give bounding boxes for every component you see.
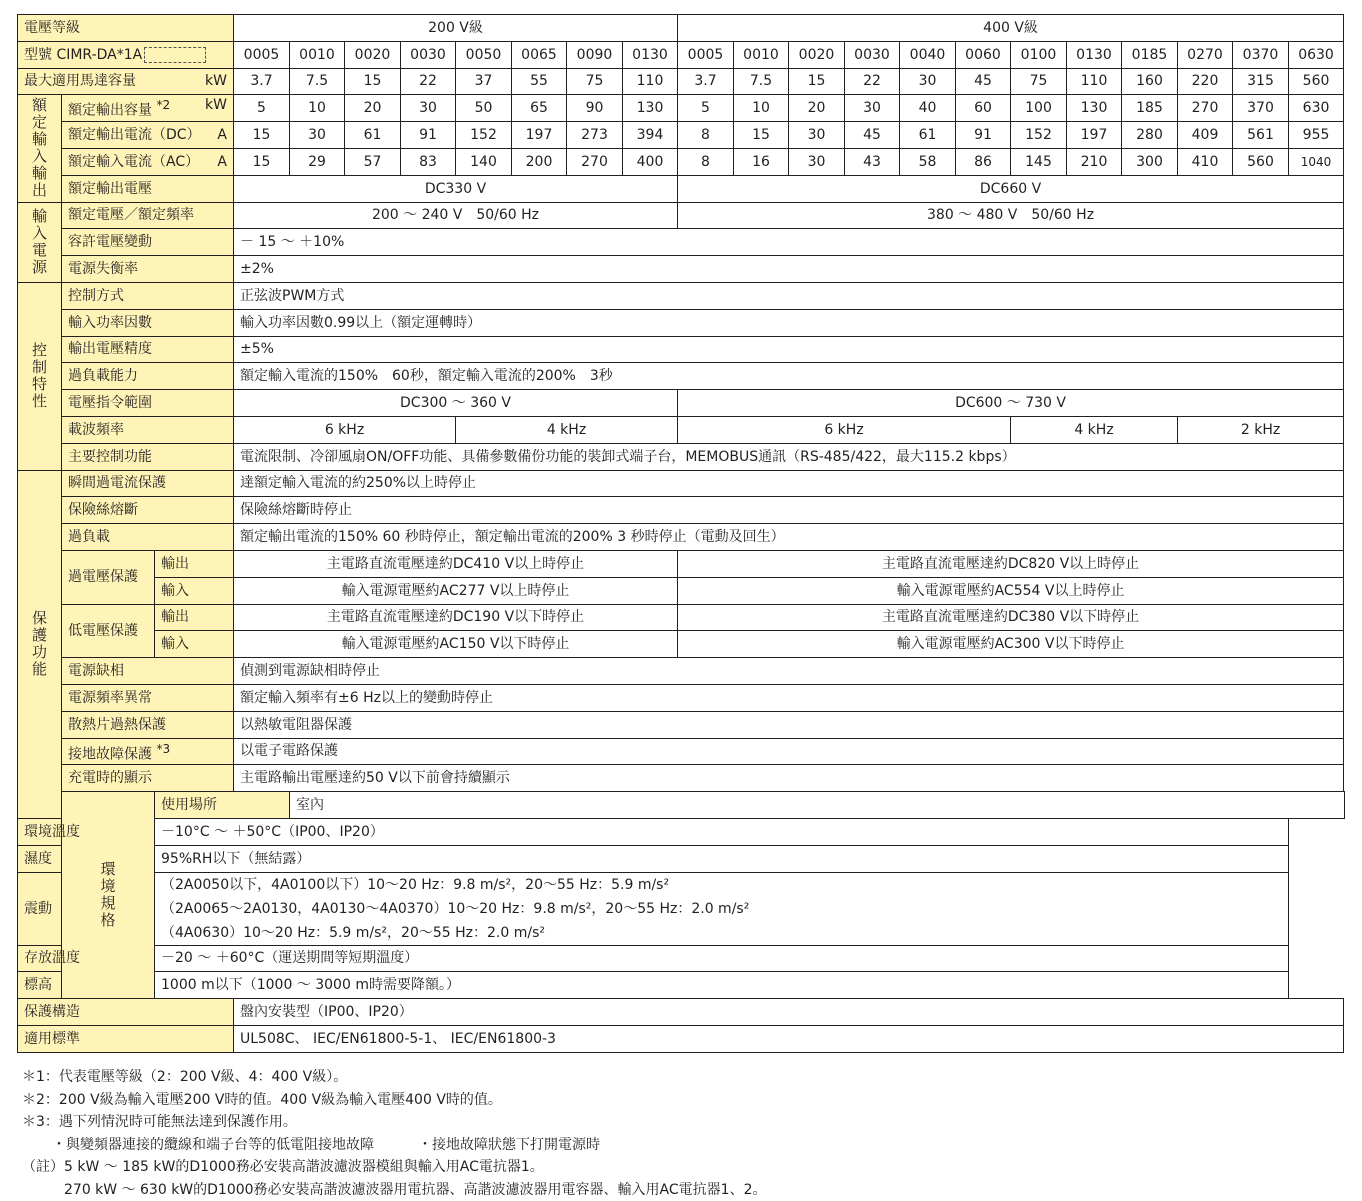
value-cell: 5 <box>234 95 290 122</box>
value-cell: 45 <box>956 68 1011 95</box>
temperature-row <box>18 818 1345 845</box>
model-400: 0040 <box>900 41 956 68</box>
overvoltage-input-row <box>18 577 1345 604</box>
allowable-voltage-row <box>18 229 1345 256</box>
temperature-value: －10°C ～ ＋50°C（IP00、IP20） <box>155 818 1289 845</box>
model-400: 0370 <box>1233 41 1289 68</box>
location-row <box>18 792 1345 819</box>
output-voltage-400: DC660 V <box>678 175 1344 202</box>
location-value: 室內 <box>290 792 1345 819</box>
model-suffix: *1A <box>117 47 142 63</box>
altitude-label: 標高 <box>18 972 155 999</box>
model-200: 0130 <box>623 41 678 68</box>
overvoltage-output-row <box>18 550 1345 577</box>
value-cell: 83 <box>401 148 456 175</box>
undervoltage-input-row <box>18 631 1345 658</box>
model-400: 0020 <box>789 41 845 68</box>
value-cell: 197 <box>512 122 567 149</box>
motor-capacity-unit: kW <box>205 73 227 89</box>
ground-fault-row <box>18 738 1345 765</box>
input-current-label: 額定輸入電流（AC） <box>68 154 199 170</box>
allowable-voltage-label: 容許電壓變動 <box>62 229 234 256</box>
value-cell: 15 <box>234 148 290 175</box>
unit-label: A <box>217 127 227 143</box>
overload-capability-label: 過負載能力 <box>62 363 234 390</box>
storage-temp-row <box>18 945 1345 972</box>
fuse-value: 保險絲熔斷時停止 <box>234 497 1344 524</box>
value-cell: 15 <box>234 122 290 149</box>
value-cell: 57 <box>345 148 401 175</box>
value-cell: 75 <box>567 68 623 95</box>
value-cell: 315 <box>1233 68 1289 95</box>
model-400: 0060 <box>956 41 1011 68</box>
vibration-line: （2A0065～2A0130，4A0130～4A0370）10～20 Hz：9.8 m/s²，20～55 Hz：2.0 m/s² <box>161 897 1288 921</box>
value-cell: 152 <box>456 122 512 149</box>
undervoltage-input-400: 輸入電源電壓約AC300 V以下時停止 <box>678 631 1344 658</box>
value-cell: 20 <box>789 95 845 122</box>
footnote-3-b: ・接地故障狀態下打開電源時 <box>418 1137 600 1153</box>
class-400-header: 400 V級 <box>678 15 1344 42</box>
value-cell: 30 <box>789 148 845 175</box>
control-functions-row <box>18 443 1345 470</box>
value-cell: 394 <box>623 122 678 149</box>
location-label: 使用場所 <box>155 792 290 819</box>
voltage-accuracy-label: 輸出電壓精度 <box>62 336 234 363</box>
value-cell: 91 <box>401 122 456 149</box>
value-cell: 43 <box>845 148 900 175</box>
undervoltage-label: 低電壓保護 <box>62 604 155 658</box>
value-cell: 40 <box>900 95 956 122</box>
undervoltage-output-400: 主電路直流電壓達約DC380 V以下時停止 <box>678 604 1344 631</box>
overvoltage-input-200: 輸入電源電壓約AC277 V以上時停止 <box>234 577 678 604</box>
unit-label: kW <box>205 97 227 119</box>
overload-value: 額定輸出電流的150% 60 秒時停止，額定輸出電流的200% 3 秒時停止（電動及回生） <box>234 524 1344 551</box>
charge-indicator-label: 充電時的顯示 <box>62 765 234 792</box>
model-label-cell <box>18 41 234 68</box>
storage-temp-label: 存放溫度 <box>18 945 155 972</box>
voltage-range-row <box>18 390 1345 417</box>
vibration-value <box>155 872 1289 945</box>
imbalance-row <box>18 256 1345 283</box>
imbalance-label: 電源失衡率 <box>62 256 234 283</box>
input-power-category: 輸入電源 <box>18 202 62 282</box>
undervoltage-input-200: 輸入電源電壓約AC150 V以下時停止 <box>234 631 678 658</box>
value-cell: 61 <box>345 122 401 149</box>
output-current-row <box>18 122 1345 149</box>
value-cell: 400 <box>623 148 678 175</box>
fuse-label: 保險絲熔斷 <box>62 497 234 524</box>
freq-abnormal-row <box>18 684 1345 711</box>
motor-capacity-row <box>18 68 1345 95</box>
value-cell: 7.5 <box>290 68 345 95</box>
instant-oc-value: 達額定輸入電流的約250%以上時停止 <box>234 470 1344 497</box>
model-label: 型號 CIMR-DA <box>24 47 117 63</box>
model-200: 0090 <box>567 41 623 68</box>
humidity-value: 95%RH以下（無結露） <box>155 845 1289 872</box>
value-cell: 100 <box>1011 95 1067 122</box>
motor-capacity-label: 最大適用馬達容量 <box>24 73 136 89</box>
value-cell: 955 <box>1289 122 1344 149</box>
heatsink-row <box>18 711 1345 738</box>
value-cell: 29 <box>290 148 345 175</box>
value-cell: 630 <box>1289 95 1344 122</box>
instant-oc-label: 瞬間過電流保護 <box>62 470 234 497</box>
value-cell: 5 <box>678 95 734 122</box>
value-cell: 197 <box>1067 122 1122 149</box>
value-cell: 7.5 <box>734 68 789 95</box>
structure-row <box>18 999 1345 1026</box>
power-factor-row <box>18 309 1345 336</box>
value-cell: 3.7 <box>678 68 734 95</box>
spec-table <box>17 14 1345 1053</box>
value-cell: 91 <box>956 122 1011 149</box>
value-cell: 220 <box>1178 68 1233 95</box>
carrier-value: 6 kHz <box>234 416 456 443</box>
input-current-row <box>18 148 1345 175</box>
value-cell: 300 <box>1122 148 1178 175</box>
overvoltage-output-200: 主電路直流電壓達約DC410 V以上時停止 <box>234 550 678 577</box>
ground-fault-label: 接地故障保護 <box>68 746 152 762</box>
phase-loss-value: 偵測到電源缺相時停止 <box>234 658 1344 685</box>
voltage-accuracy-value: ±5% <box>234 336 1344 363</box>
value-cell: 15 <box>789 68 845 95</box>
remark-2: 270 kW ～ 630 kW的D1000務必安裝高諧波濾波器用電抗器、高諧波濾波器用電容器、輸入用AC電抗器1、2。 <box>22 1179 766 1201</box>
model-400: 0270 <box>1178 41 1233 68</box>
value-cell: 45 <box>845 122 900 149</box>
value-cell: 1040 <box>1289 148 1344 175</box>
footnote-3-a: ・與變頻器連接的纜線和端子台等的低電阻接地故障 <box>52 1137 374 1153</box>
value-cell: 560 <box>1233 148 1289 175</box>
carrier-value: 2 kHz <box>1178 416 1344 443</box>
remark-1: （註）5 kW ～ 185 kW的D1000務必安裝高諧波濾波器模組與輸入用AC電抗器1。 <box>22 1156 766 1179</box>
standards-value: UL508C、 IEC/EN61800-5-1、 IEC/EN61800-3 <box>234 1025 1344 1052</box>
value-cell: 30 <box>900 68 956 95</box>
model-400: 0010 <box>734 41 789 68</box>
imbalance-value: ±2% <box>234 256 1344 283</box>
rated-voltage-row <box>18 202 1345 229</box>
model-400: 0130 <box>1067 41 1122 68</box>
environment-category: 環境規格 <box>62 792 155 999</box>
value-cell: 270 <box>567 148 623 175</box>
freq-abnormal-label: 電源頻率異常 <box>62 684 234 711</box>
control-category: 控制特性 <box>18 282 62 470</box>
structure-value: 盤內安裝型（IP00、IP20） <box>234 999 1344 1026</box>
motor-capacity-label-cell <box>18 68 234 95</box>
footnote-3: ＊3：遇下列情況時可能無法達到保護作用。 <box>22 1111 766 1134</box>
model-200: 0065 <box>512 41 567 68</box>
model-200: 0010 <box>290 41 345 68</box>
carrier-value: 4 kHz <box>456 416 678 443</box>
value-cell: 30 <box>845 95 900 122</box>
output-capacity-label: 額定輸出容量 <box>68 103 152 119</box>
value-cell: 50 <box>456 95 512 122</box>
control-method-label: 控制方式 <box>62 282 234 309</box>
model-placeholder-box <box>144 47 206 63</box>
value-cell: 30 <box>401 95 456 122</box>
humidity-label: 濕度 <box>18 845 155 872</box>
model-400: 0005 <box>678 41 734 68</box>
value-cell: 560 <box>1289 68 1344 95</box>
value-cell: 8 <box>678 122 734 149</box>
value-cell: 8 <box>678 148 734 175</box>
model-400: 0030 <box>845 41 900 68</box>
rated-voltage-label: 額定電壓／額定頻率 <box>62 202 234 229</box>
value-cell: 160 <box>1122 68 1178 95</box>
undervoltage-output-200: 主電路直流電壓達約DC190 V以下時停止 <box>234 604 678 631</box>
control-method-value: 正弦波PWM方式 <box>234 282 1344 309</box>
control-functions-label: 主要控制功能 <box>62 443 234 470</box>
control-method-row <box>18 282 1345 309</box>
heatsink-label: 散熱片過熱保護 <box>62 711 234 738</box>
model-200: 0050 <box>456 41 512 68</box>
temperature-label: 環境溫度 <box>18 818 155 845</box>
value-cell: 145 <box>1011 148 1067 175</box>
voltage-range-200: DC300 ～ 360 V <box>234 390 678 417</box>
phase-loss-row <box>18 658 1345 685</box>
overload-capability-row <box>18 363 1345 390</box>
value-cell: 58 <box>900 148 956 175</box>
value-cell: 130 <box>623 95 678 122</box>
humidity-row <box>18 845 1345 872</box>
unit-label: A <box>217 154 227 170</box>
ground-fault-label-cell <box>62 738 234 765</box>
model-200: 0030 <box>401 41 456 68</box>
carrier-frequency-label: 載波頻率 <box>62 416 234 443</box>
footnote-1: ＊1：代表電壓等級（2：200 V級、4：400 V級）。 <box>22 1066 766 1089</box>
value-cell: 410 <box>1178 148 1233 175</box>
altitude-row <box>18 972 1345 999</box>
output-voltage-label: 額定輸出電壓 <box>62 175 234 202</box>
carrier-value: 4 kHz <box>1011 416 1178 443</box>
value-cell: 55 <box>512 68 567 95</box>
model-400: 0185 <box>1122 41 1178 68</box>
output-voltage-200: DC330 V <box>234 175 678 202</box>
overload-label: 過負載 <box>62 524 234 551</box>
voltage-class-row <box>18 15 1345 42</box>
value-cell: 61 <box>900 122 956 149</box>
value-cell: 273 <box>567 122 623 149</box>
input-current-label-cell <box>62 148 234 175</box>
output-current-label-cell <box>62 122 234 149</box>
rated-io-category: 額定輸入輸出 <box>18 95 62 202</box>
value-cell: 200 <box>512 148 567 175</box>
heatsink-value: 以熱敏電阻器保護 <box>234 711 1344 738</box>
value-cell: 20 <box>345 95 401 122</box>
model-200: 0005 <box>234 41 290 68</box>
vibration-label: 震動 <box>18 872 155 945</box>
overvoltage-input-label: 輸入 <box>155 577 234 604</box>
value-cell: 185 <box>1122 95 1178 122</box>
value-cell: 280 <box>1122 122 1178 149</box>
value-cell: 16 <box>734 148 789 175</box>
undervoltage-output-row <box>18 604 1345 631</box>
rated-voltage-200: 200 ～ 240 V 50/60 Hz <box>234 202 678 229</box>
overvoltage-input-400: 輸入電源電壓約AC554 V以上時停止 <box>678 577 1344 604</box>
storage-temp-value: －20 ～ ＋60°C（運送期間等短期溫度） <box>155 945 1289 972</box>
value-cell: 370 <box>1233 95 1289 122</box>
charge-indicator-row <box>18 765 1345 792</box>
undervoltage-output-label: 輸出 <box>155 604 234 631</box>
value-cell: 10 <box>290 95 345 122</box>
rated-voltage-400: 380 ～ 480 V 50/60 Hz <box>678 202 1344 229</box>
voltage-range-label: 電壓指令範圍 <box>62 390 234 417</box>
footnotes <box>22 1066 766 1201</box>
value-cell: 409 <box>1178 122 1233 149</box>
overvoltage-output-label: 輸出 <box>155 550 234 577</box>
value-cell: 90 <box>567 95 623 122</box>
model-400: 0100 <box>1011 41 1067 68</box>
freq-abnormal-value: 額定輸入頻率有±6 Hz以上的變動時停止 <box>234 684 1344 711</box>
footnote-3-items <box>22 1134 766 1157</box>
output-capacity-label-cell <box>62 95 234 122</box>
value-cell: 130 <box>1067 95 1122 122</box>
class-200-header: 200 V級 <box>234 15 678 42</box>
protection-category: 保護功能 <box>18 470 62 818</box>
value-cell: 22 <box>401 68 456 95</box>
overload-capability-value: 額定輸入電流的150% 60秒，額定輸入電流的200% 3秒 <box>234 363 1344 390</box>
value-cell: 140 <box>456 148 512 175</box>
undervoltage-input-label: 輸入 <box>155 631 234 658</box>
note-ref: *2 <box>156 98 170 112</box>
structure-label: 保護構造 <box>18 999 234 1026</box>
value-cell: 30 <box>290 122 345 149</box>
output-capacity-row <box>18 95 1345 122</box>
standards-label: 適用標準 <box>18 1025 234 1052</box>
voltage-class-label: 電壓等級 <box>18 15 234 42</box>
value-cell: 75 <box>1011 68 1067 95</box>
value-cell: 10 <box>734 95 789 122</box>
overvoltage-output-400: 主電路直流電壓達約DC820 V以上時停止 <box>678 550 1344 577</box>
carrier-frequency-row <box>18 416 1345 443</box>
overload-row <box>18 524 1345 551</box>
allowable-voltage-value: － 15 ～ ＋10% <box>234 229 1344 256</box>
vibration-line: （2A0050以下，4A0100以下）10～20 Hz：9.8 m/s²，20～55 Hz：5.9 m/s² <box>161 873 1288 897</box>
value-cell: 561 <box>1233 122 1289 149</box>
value-cell: 65 <box>512 95 567 122</box>
value-cell: 22 <box>845 68 900 95</box>
value-cell: 110 <box>623 68 678 95</box>
value-cell: 30 <box>789 122 845 149</box>
voltage-range-400: DC600 ～ 730 V <box>678 390 1344 417</box>
ground-fault-value: 以電子電路保護 <box>234 738 1344 765</box>
instant-oc-row <box>18 470 1345 497</box>
carrier-value: 6 kHz <box>678 416 1011 443</box>
power-factor-value: 輸入功率因數0.99以上（額定運轉時） <box>234 309 1344 336</box>
phase-loss-label: 電源缺相 <box>62 658 234 685</box>
output-current-label: 額定輸出電流（DC） <box>68 127 201 143</box>
control-functions-value: 電流限制、冷卻風扇ON/OFF功能、具備參數備份功能的裝卸式端子台，MEMOBUS通訊（RS-485/422，最大115.2 kbps） <box>234 443 1344 470</box>
value-cell: 210 <box>1067 148 1122 175</box>
value-cell: 86 <box>956 148 1011 175</box>
value-cell: 270 <box>1178 95 1233 122</box>
standards-row <box>18 1025 1345 1052</box>
vibration-line: （4A0630）10～20 Hz：5.9 m/s²，20～55 Hz：2.0 m/s² <box>161 921 1288 945</box>
altitude-value: 1000 m以下（1000 ～ 3000 m時需要降額。） <box>155 972 1289 999</box>
model-400: 0630 <box>1289 41 1344 68</box>
voltage-accuracy-row <box>18 336 1345 363</box>
overvoltage-label: 過電壓保護 <box>62 550 155 604</box>
vibration-row <box>18 872 1345 945</box>
value-cell: 15 <box>734 122 789 149</box>
value-cell: 152 <box>1011 122 1067 149</box>
output-voltage-row <box>18 175 1345 202</box>
model-200: 0020 <box>345 41 401 68</box>
note-ref: *3 <box>156 742 170 756</box>
value-cell: 110 <box>1067 68 1122 95</box>
power-factor-label: 輸入功率因數 <box>62 309 234 336</box>
value-cell: 60 <box>956 95 1011 122</box>
charge-indicator-value: 主電路輸出電壓達約50 V以下前會持續顯示 <box>234 765 1344 792</box>
model-row <box>18 41 1345 68</box>
value-cell: 15 <box>345 68 401 95</box>
footnote-2: ＊2：200 V級為輸入電壓200 V時的值。400 V級為輸入電壓400 V時的值。 <box>22 1089 766 1112</box>
value-cell: 3.7 <box>234 68 290 95</box>
fuse-row <box>18 497 1345 524</box>
value-cell: 37 <box>456 68 512 95</box>
